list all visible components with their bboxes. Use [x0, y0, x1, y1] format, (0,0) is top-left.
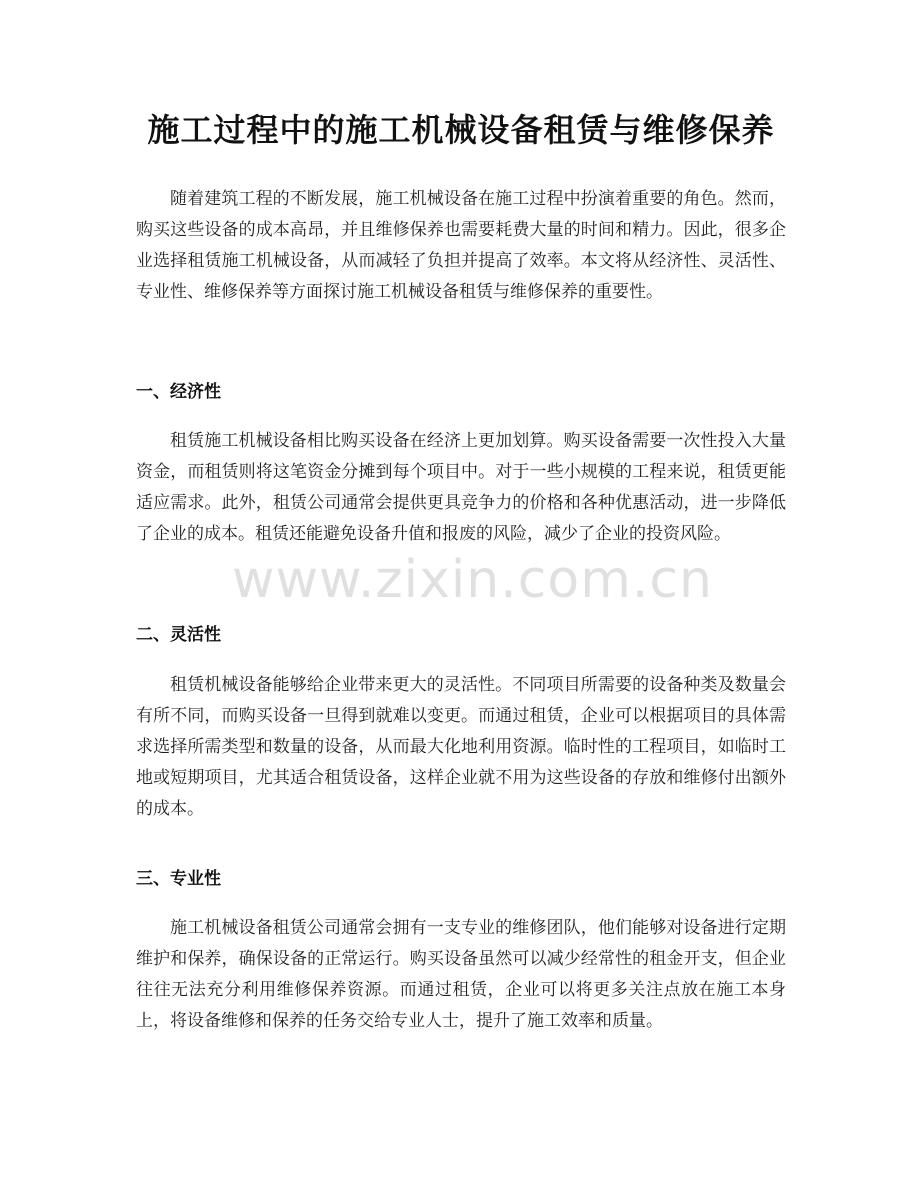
watermark-text: www.zixin.com.cn: [232, 550, 713, 610]
section-body-economy: 租赁施工机械设备相比购买设备在经济上更加划算。购买设备需要一次性投入大量资金，而租赁则将这笔资金分摊到每个项目中。对于一些小规模的工程来说，租赁更能适应需求。此外，租赁公司通常会提供更具竞争力的价格和各种优惠活动，进一步降低了企业的成本。租赁还能避免设备升值和报废的风险，减少了企业的投资风险。: [136, 431, 786, 544]
section-body-flexibility: 租赁机械设备能够给企业带来更大的灵活性。不同项目所需要的设备种类及数量会有所不同，而购买设备一旦得到就难以变更。而通过租赁，企业可以根据项目的具体需求选择所需类型和数量的设备，从而最大化地利用资源。临时性的工程项目，如临时工地或短期项目，尤其适合租赁设备，这样企业就不用为这些设备的存放和维修付出额外的成本。: [136, 675, 786, 819]
intro-paragraph: 随着建筑工程的不断发展，施工机械设备在施工过程中扮演着重要的角色。然而，购买这些设备的成本高昂，并且维修保养也需要耗费大量的时间和精力。因此，很多企业选择租赁施工机械设备，从而减轻了负担并提高了效率。本文将从经济性、灵活性、专业性、维修保养等方面探讨施工机械设备租赁与维修保养的重要性。: [136, 189, 786, 302]
section-heading-flexibility: 二、灵活性: [136, 625, 221, 645]
section-heading-professionalism: 三、专业性: [136, 869, 221, 889]
section-body-professionalism: 施工机械设备租赁公司通常会拥有一支专业的维修团队，他们能够对设备进行定期维护和保养，确保设备的正常运行。购买设备虽然可以减少经常性的租金开支，但企业往往无法充分利用维修保养资源。而通过租赁，企业可以将更多关注点放在施工本身上，将设备维修和保养的任务交给专业人士，提升了施工效率和质量。: [136, 918, 786, 1031]
document-title: 施工过程中的施工机械设备租赁与维修保养: [147, 111, 775, 149]
section-heading-economy: 一、经济性: [136, 382, 221, 402]
